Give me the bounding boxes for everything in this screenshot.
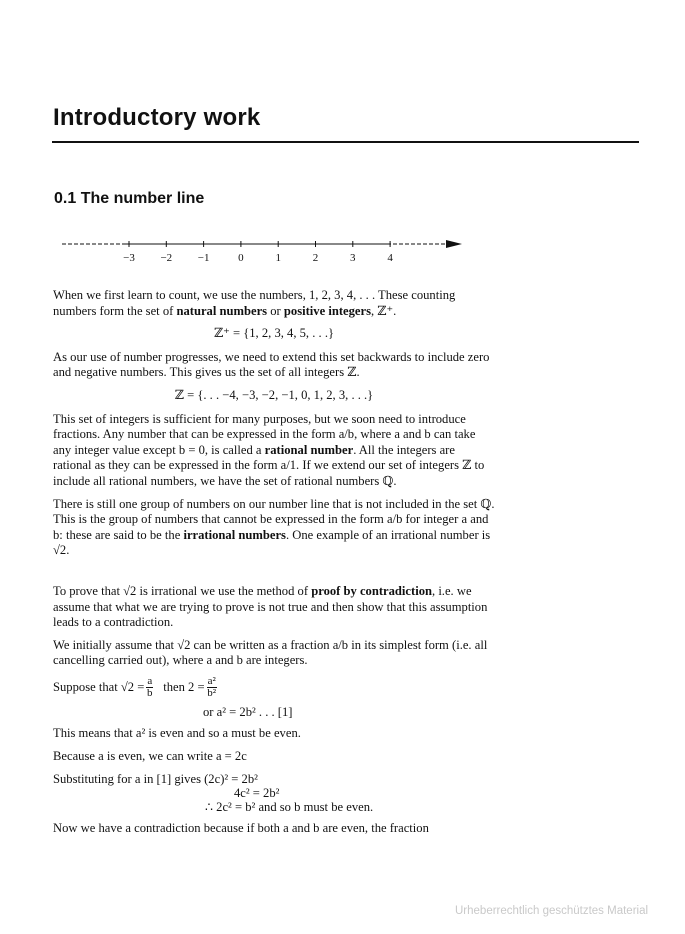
equation-suppose: Suppose that √2 = $\frac{a}{b}$ then 2 = $\frac{\text{a²}}{\text{b²}}$	[53, 674, 217, 699]
spacer	[53, 566, 495, 584]
body-text	[53, 288, 495, 843]
equation-integers: ℤ = {. . . −4, −3, −2, −1, 0, 1, 2, 3, . . .}	[174, 387, 374, 402]
tick-label: 4	[387, 252, 393, 264]
tick-label: −3	[123, 252, 135, 264]
equation-positive-integers: ℤ⁺ = {1, 2, 3, 4, 5, . . .}	[213, 326, 335, 341]
statement-write-a: Because a is even, we can write a = 2c	[53, 749, 247, 764]
paragraph-integers: As our use of number progresses, we need to extend this set backwards to include zero and negative numbers. This gives us the set of all integers ℤ.	[53, 349, 490, 380]
paragraph-assumption: We initially assume that √2 can be written as a fraction a/b in its simplest form (i.e. all cancelling carried out), where a and b are integers.	[53, 637, 488, 668]
chapter-title: Introductory work	[53, 104, 261, 131]
paragraph-proof-method: To prove that √2 is irrational we use the method of proof by contradiction, i.e. we assume that what we are trying to prove is not true and then show that this assumption leads to a contradiction.	[53, 583, 488, 630]
number-line-arrowhead	[446, 240, 462, 248]
tick-label: 2	[312, 252, 319, 264]
tick-label: 1	[275, 252, 281, 264]
paragraph-irrational: There is still one group of numbers on our number line that is not included in the set ℚ. This is the group of numbers that cannot be expressed in the form a/b for integer a and b: these are said to be the irrational numbers. One example of an irrational number is √2.	[53, 496, 495, 558]
copyright-watermark: Urheberrechtlich geschütztes Material	[455, 905, 649, 917]
paragraph-natural-numbers: When we first learn to count, we use the numbers, 1, 2, 3, 4, . . . These counting numbers form the set of natural numbers or positive integers, ℤ⁺.	[53, 288, 456, 318]
paragraph-contradiction: Now we have a contradiction because if both a and b are even, the fraction	[53, 820, 429, 835]
statement-a-even: This means that a² is even and so a must be even.	[53, 726, 301, 741]
substitution-block: Substituting for a in [1] gives (2c)² = 2b² 4c² = 2b² ∴ 2c² = b² and so b must be even.	[53, 771, 374, 814]
number-line-figure	[60, 236, 470, 266]
fraction-a2-over-b2: $\frac{\text{a²}}{\text{b²}}$	[207, 674, 217, 699]
tick-label: 3	[350, 252, 356, 264]
tick-label: 0	[238, 252, 244, 264]
paragraph-rational: This set of integers is sufficient for many purposes, but we soon need to introduce fractions. Any number that can be expressed in the form a/b, where a and b can take any integer value except b = 0, is called a rational number. All the integers are rational as they can be expressed in the form a/1. If we extend our set of integers ℤ to include all rational numbers, we have the set of rational numbers ℚ.	[53, 411, 485, 488]
tick-label: −1	[197, 252, 210, 264]
section-title: 0.1 The number line	[54, 190, 205, 207]
fraction-a-over-b: $\frac{a}{b}$	[147, 674, 153, 699]
tick-label: −2	[160, 252, 173, 264]
equation-or: or a² = 2b² . . . [1]	[203, 704, 293, 719]
chapter-rule	[52, 141, 639, 143]
